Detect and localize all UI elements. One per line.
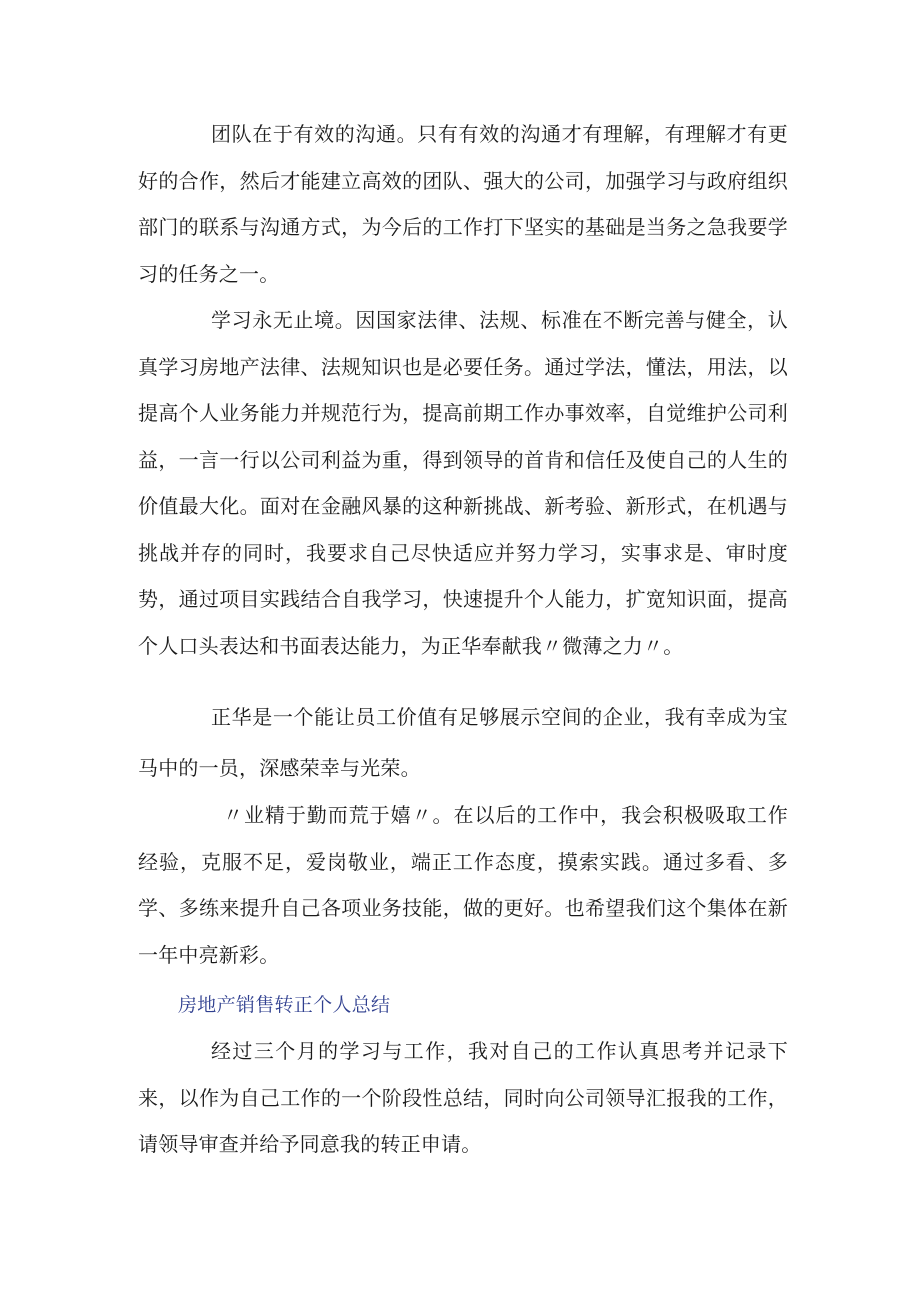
section-heading: 房地产销售转正个人总结 xyxy=(178,994,391,1016)
paragraph-continuous-learning: 学习永无止境。因国家法律、法规、标准在不断完善与健全，认真学习房地产法律、法规知识也是必要任务。通过学法，懂法，用法，以提高个人业务能力并规范行为，提高前期工作办事效率，自觉维护公司利益，一言一行以公司利益为重，得到领导的首肯和信任及使自己的人生的价值最大化。面对在金融风暴的这种新挑战、新考验、新形式，在机遇与挑战并存的同时，我要求自己尽快适应并努力学习，实事求是、审时度势，通过项目实践结合自我学习，快速提升个人能力，扩宽知识面，提高个人口头表达和书面表达能力，为正华奉献我〃微薄之力〃。 xyxy=(138,308,788,658)
paragraph-diligence: 〃业精于勤而荒于嬉〃。在以后的工作中，我会积极吸取工作经验，克服不足，爱岗敬业，端正工作态度，摸索实践。通过多看、多学、多练来提升自己各项业务技能，做的更好。也希望我们这个集体在新一年中亮新彩。 xyxy=(138,803,788,967)
paragraph-summary-intro: 经过三个月的学习与工作，我对自己的工作认真思考并记录下来，以作为自己工作的一个阶段性总结，同时向公司领导汇报我的工作，请领导审查并给予同意我的转正申请。 xyxy=(138,1039,788,1156)
paragraph-company-pride: 正华是一个能让员工价值有足够展示空间的企业，我有幸成为宝马中的一员，深感荣幸与光荣。 xyxy=(138,705,788,780)
paragraph-team-communication: 团队在于有效的沟通。只有有效的沟通才有理解，有理解才有更好的合作，然后才能建立高效的团队、强大的公司，加强学习与政府组织部门的联系与沟通方式，为今后的工作打下坚实的基础是当务之急我要学习的任务之一。 xyxy=(138,122,788,286)
